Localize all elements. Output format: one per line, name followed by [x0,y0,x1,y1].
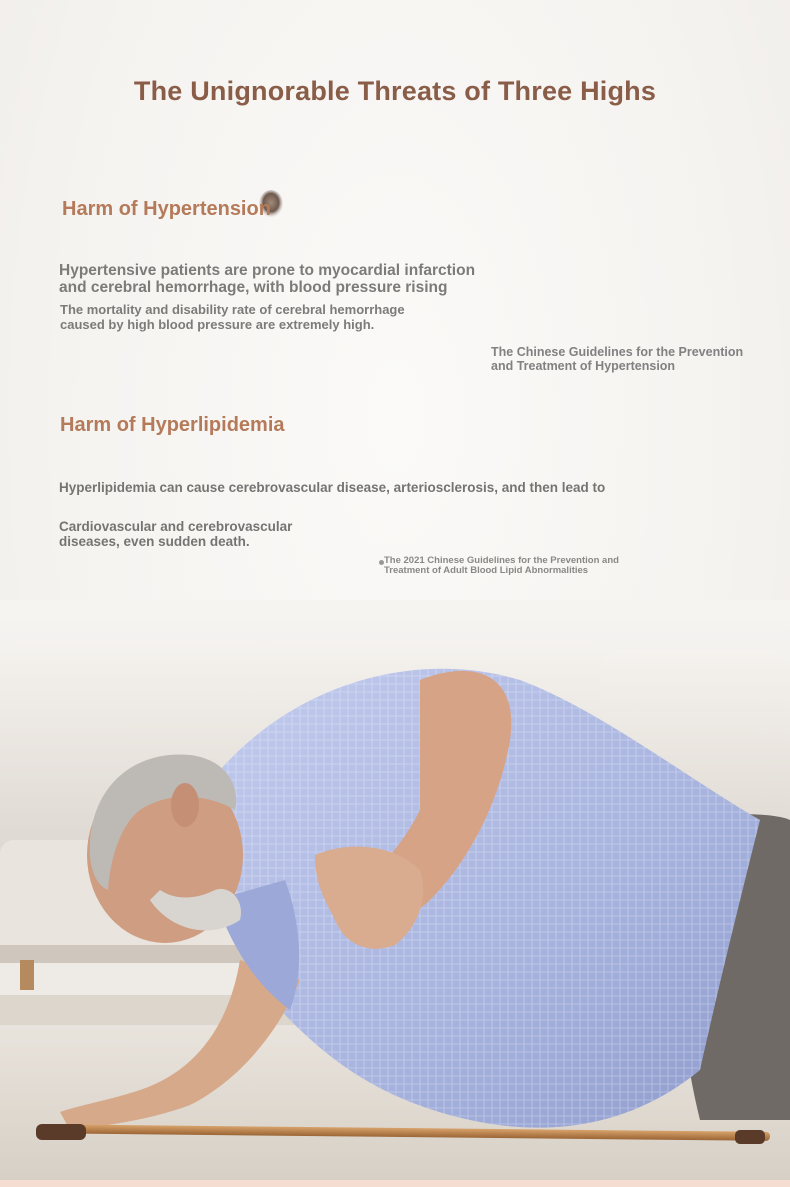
hypertension-paragraph-2: The mortality and disability rate of cerebral hemorrhage caused by high blood pressure are extremely high. [60,302,405,332]
hyperlipidemia-paragraph-1: Hyperlipidemia can cause cerebrovascular disease, arteriosclerosis, and then lead to [59,480,606,495]
bottom-accent-bar [0,1180,790,1187]
section-heading-hyperlipidemia: Harm of Hyperlipidemia [60,414,285,436]
page-title: The Unignorable Threats of Three Highs [133,76,657,106]
hypertension-paragraph-1: Hypertensive patients are prone to myocardial infarction and cerebral hemorrhage, with blood pressure rising [59,262,476,296]
section-heading-hypertension: Harm of Hypertension [62,198,271,220]
hypertension-reference: The Chinese Guidelines for the Prevention and Treatment of Hypertension [491,345,744,373]
hyperlipidemia-paragraph-2: Cardiovascular and cerebrovascular diseases, even sudden death. [59,519,293,549]
elderly-man-photo [0,600,790,1187]
hyperlipidemia-reference: The 2021 Chinese Guidelines for the Prevention and Treatment of Adult Blood Lipid Abnormalities [384,555,619,576]
